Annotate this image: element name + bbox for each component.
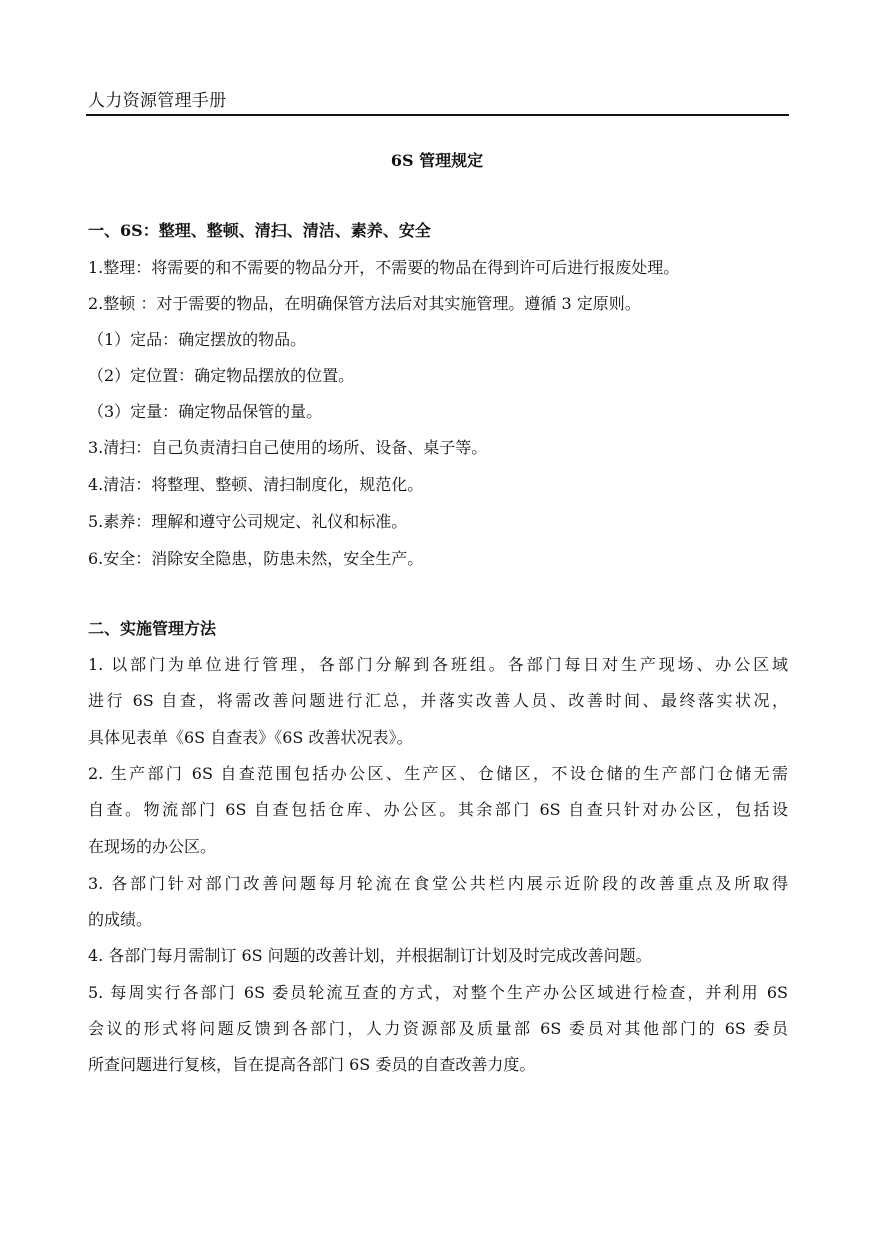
header-divider xyxy=(86,114,789,116)
section-2-paragraph-line: 在现场的办公区。 xyxy=(88,837,217,856)
section-1-item: 3.清扫：自己负责清扫自己使用的场所、设备、桌子等。 xyxy=(88,438,488,457)
section-1-heading: 一、6S：整理、整顿、清扫、清洁、素养、安全 xyxy=(88,221,431,240)
section-2-paragraph-line: 进行 6S 自查，将需改善问题进行汇总，并落实改善人员、改善时间、最终落实状况， xyxy=(88,691,788,710)
section-2-heading: 二、实施管理方法 xyxy=(88,619,217,638)
section-2-paragraph-line: 具体见表单《6S 自查表》《6S 改善状况表》。 xyxy=(88,728,413,747)
section-2-paragraph-line: 会议的形式将问题反馈到各部门，人力资源部及质量部 6S 委员对其他部门的 6S 委员 xyxy=(88,1019,788,1038)
section-2-paragraph-line: 5. 每周实行各部门 6S 委员轮流互查的方式，对整个生产办公区域进行检查，并利用 6S xyxy=(88,983,788,1002)
section-2-paragraph-line: 所查问题进行复核，旨在提高各部门 6S 委员的自查改善力度。 xyxy=(88,1055,536,1074)
section-1-subitem: （2）定位置：确定物品摆放的位置。 xyxy=(88,366,355,385)
running-header: 人力资源管理手册 xyxy=(88,91,227,111)
section-2-paragraph-line: 的成绩。 xyxy=(88,910,153,929)
section-1-subitem: （3）定量：确定物品保管的量。 xyxy=(88,402,323,421)
section-2-paragraph-line: 1. 以部门为单位进行管理，各部门分解到各班组。各部门每日对生产现场、办公区域 xyxy=(88,655,788,674)
section-2-paragraph-line: 3. 各部门针对部门改善问题每月轮流在食堂公共栏内展示近阶段的改善重点及所取得 xyxy=(88,874,788,893)
section-1-item: 5.素养：理解和遵守公司规定、礼仪和标准。 xyxy=(88,512,408,531)
section-1-item: 2.整顿 ：对于需要的物品，在明确保管方法后对其实施管理。遵循 3 定原则。 xyxy=(88,294,641,313)
section-2-paragraph-line: 2. 生产部门 6S 自查范围包括办公区、生产区、仓储区，不设仓储的生产部门仓储无需 xyxy=(88,764,788,783)
section-1-item: 6.安全：消除安全隐患，防患未然，安全生产。 xyxy=(88,549,424,568)
section-1-item: 1.整理：将需要的和不需要的物品分开，不需要的物品在得到许可后进行报废处理。 xyxy=(88,258,680,277)
document-title: 6S 管理规定 xyxy=(390,151,484,170)
section-2-paragraph-line: 4. 各部门每月需制订 6S 问题的改善计划，并根据制订计划及时完成改善问题。 xyxy=(88,946,652,965)
section-1-subitem: （1）定品：确定摆放的物品。 xyxy=(88,330,307,349)
section-2-paragraph-line: 自查。物流部门 6S 自查包括仓库、办公区。其余部门 6S 自查只针对办公区，包括设 xyxy=(88,800,788,819)
section-1-item: 4.清洁：将整理、整顿、清扫制度化，规范化。 xyxy=(88,475,424,494)
